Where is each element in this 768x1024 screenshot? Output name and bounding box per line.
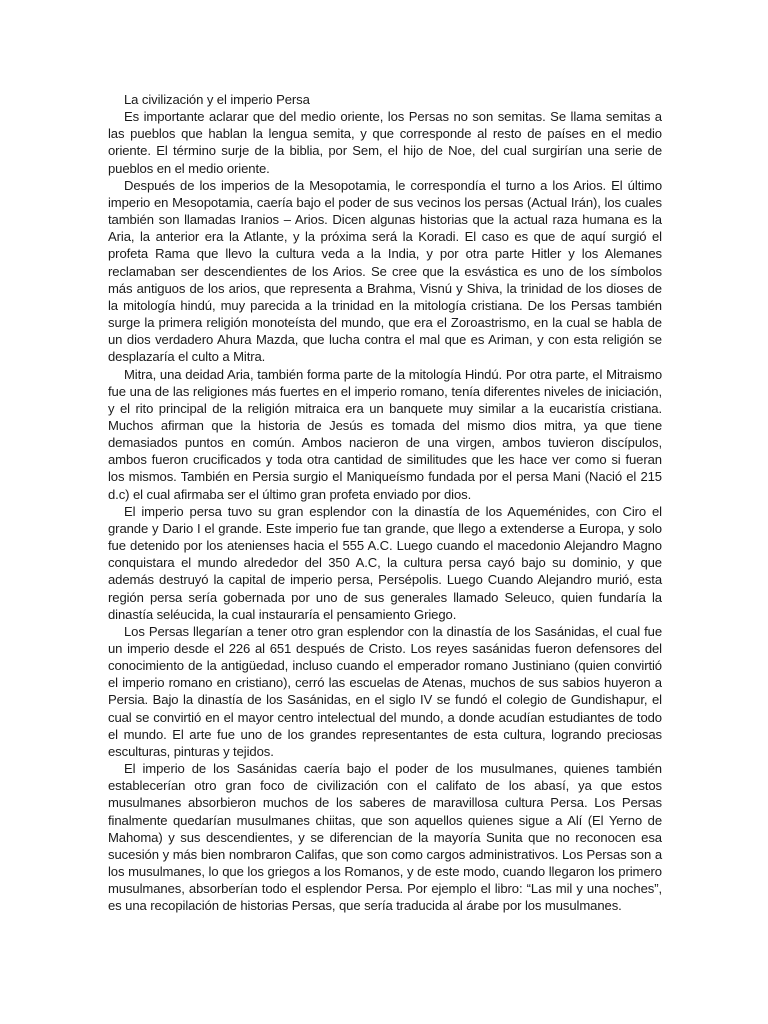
- document-title: La civilización y el imperio Persa: [124, 92, 310, 107]
- document-page: [108, 91, 662, 915]
- paragraph-aquemenides: El imperio persa tuvo su gran esplendor con la dinastía de los Aqueménides, con Ciro el grande y Dario I el grande. Este imperio fue tan grande, que llego a extenderse a Europa, y solo fue detenido por los atenienses hacia el 555 A.C. Luego cuando el macedonio Alejandro Magno conquistara el mundo alrededor del 350 A.C, la cultura persa cayó bajo su dominio, y que además destruyó la capital de imperio persa, Persépolis. Luego Cuando Alejandro murió, esta región persa sería gobernada por uno de sus generales llamado Seleuco, quien fundaría la dinastía seléucida, la cual instauraría el pensamiento Griego.: [108, 503, 662, 622]
- paragraph-sasanidas: Los Persas llegarían a tener otro gran esplendor con la dinastía de los Sasánidas, el cual fue un imperio desde el 226 al 651 después de Cristo. Los reyes sasánidas fueron defensores del conocimiento de la antigüedad, incluso cuando el emperador romano Justiniano (quien convirtió el imperio romano en cristiano), cerró las escuelas de Atenas, muchos de sus sabios huyeron a Persia. Bajo la dinastía de los Sasánidas, en el siglo IV se fundó el colegio de Gundishapur, el cual se convirtió en el mayor centro intelectual del mundo, a donde acudían estudiantes de todo el mundo. El arte fue uno de los grandes representantes de esta cultura, logrando preciosas esculturas, pinturas y tejidos.: [108, 623, 662, 759]
- paragraph-arios: Después de los imperios de la Mesopotamia, le correspondía el turno a los Arios. El último imperio en Mesopotamia, caería bajo el poder de sus vecinos los persas (Actual Irán), los cuales también son llamadas Iranios – Arios. Dicen algunas historias que la actual raza humana es la Aria, la anterior era la Atlante, y la próxima será la Koradi. El caso es que de aquí surgió el profeta Rama que llevo la cultura veda a la India, y por otra parte Hitler y los Alemanes reclamaban ser descendientes de los Arios. Se cree que la esvástica es uno de los símbolos más antiguos de los arios, que representa a Brahma, Visnú y Shiva, la trinidad de los dioses de la mitología hindú, muy parecida a la trinidad en la mitología cristiana. De los Persas también surge la primera religión monoteísta del mundo, que era el Zoroastrismo, en la cual se habla de un dios verdadero Ahura Mazda, que lucha contra el mal que es Ariman, y con esta religión se desplazaría el culto a Mitra.: [108, 177, 662, 365]
- paragraph-mitra: Mitra, una deidad Aria, también forma parte de la mitología Hindú. Por otra parte, el Mitraismo fue una de las religiones más fuertes en el imperio romano, tenía diferentes niveles de iniciación, y el rito principal de la religión mitraica era un banquete muy similar a la eucaristía cristiana. Muchos afirman que la historia de Jesús es tomada del mismo dios mitra, ya que tiene demasiados puntos en común. Ambos nacieron de una virgen, ambos tuvieron discípulos, ambos fueron crucificados y toda otra cantidad de similitudes que les hace ver como si fueran los mismos. También en Persia surgio el Maniqueísmo fundada por el persa Mani (Nació el 215 d.c) el cual afirmaba ser el último gran profeta enviado por dios.: [108, 366, 662, 502]
- paragraph-intro-semitas: Es importante aclarar que del medio oriente, los Persas no son semitas. Se llama semitas a las pueblos que hablan la lengua semita, y que corresponde al resto de países en el medio oriente. El término surje de la biblia, por Sem, el hijo de Noe, del cual surgirían una serie de pueblos en el medio oriente.: [108, 109, 662, 176]
- paragraph-musulmanes: El imperio de los Sasánidas caería bajo el poder de los musulmanes, quienes también establecerían otro gran foco de civilización con el califato de los abasí, ya que estos musulmanes absorbieron muchos de los saberes de maravillosa cultura Persa. Los Persas finalmente quedarían musulmanes chiitas, que son aquellos quienes sigue a Alí (El Yerno de Mahoma) y sus descendientes, y se diferencian de la mayoría Sunita que no reconocen esa sucesión y más bien nombraron Califas, que son como cargos administrativos. Los Persas son a los musulmanes, lo que los griegos a los Romanos, y de este modo, cuando llegaron los primero musulmanes, absorberían todo el esplendor Persa. Por ejemplo el libro: “Las mil y una noches”, es una recopilación de historias Persas, que sería traducida al árabe por los musulmanes.: [108, 761, 662, 914]
